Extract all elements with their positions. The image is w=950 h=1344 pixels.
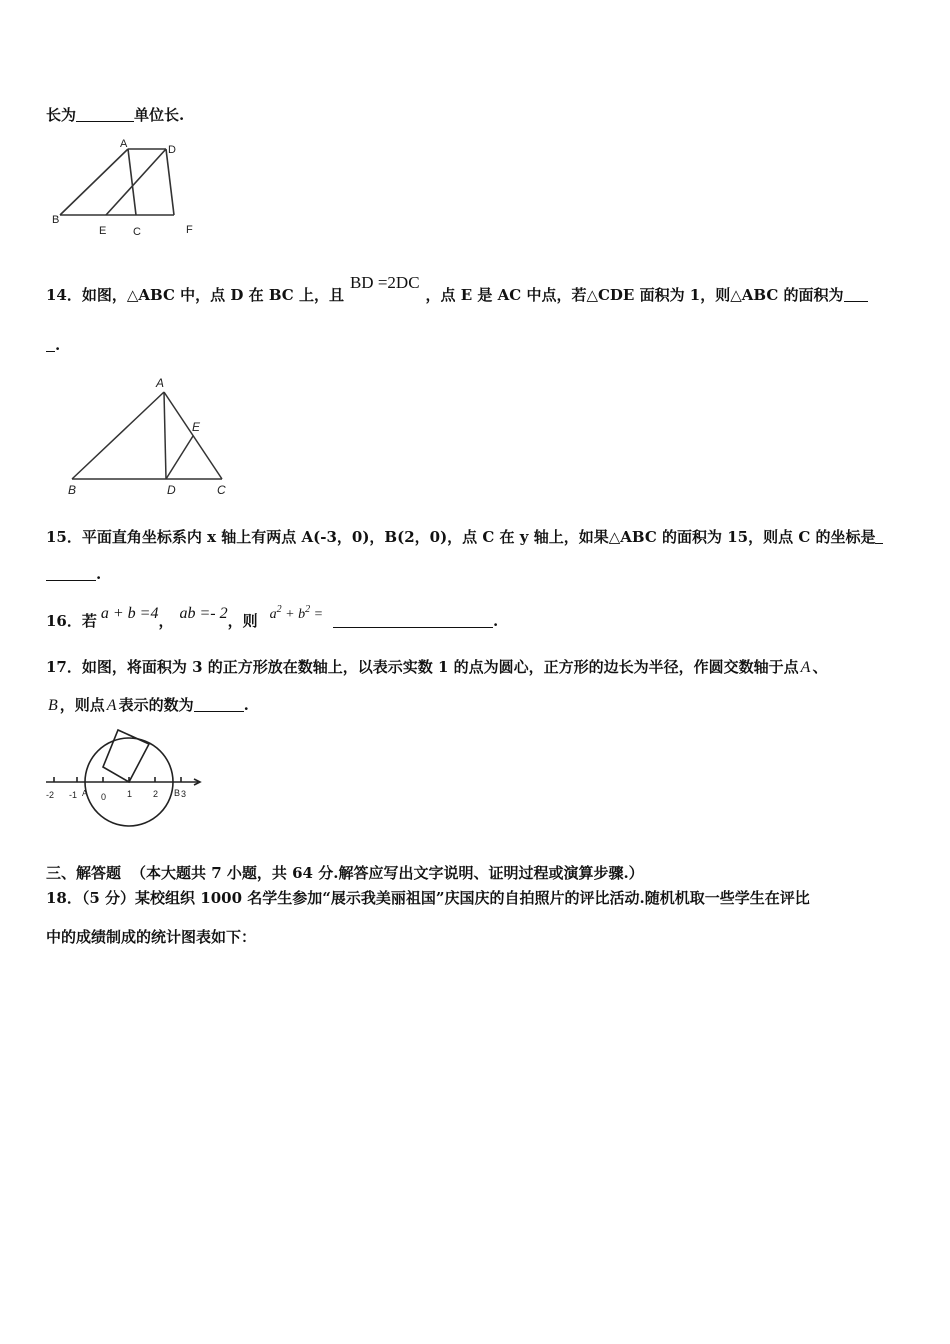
q14-tail: .	[55, 336, 61, 354]
fig17-tick-a: A	[82, 789, 88, 798]
q16-f3-exp: 2	[276, 604, 282, 615]
answer-blank	[194, 697, 244, 712]
fig17-tick-m1: -1	[69, 790, 78, 800]
q14-continuation	[46, 336, 60, 354]
figure-17	[40, 725, 210, 830]
q16-f3-exp2: 2	[305, 604, 311, 615]
answer-blank	[875, 529, 883, 544]
fig17-tick-2: 2	[153, 789, 159, 799]
fig14-label-c: C	[217, 483, 226, 497]
q17-text-a: 17．如图，将面积为 3 的正方形放在数轴上，以表示实数 1 的点为圆心，正方形的边长为半径，作圆交数轴于点	[46, 658, 799, 676]
fig17-tick-1: 1	[127, 789, 133, 799]
q16-f3-plus: + b	[281, 607, 306, 622]
fig17-tick-0: 0	[101, 792, 107, 802]
fig14-label-a: A	[156, 376, 165, 390]
q17-line-2	[46, 694, 249, 715]
fig13-label-c: C	[133, 226, 141, 238]
q15-text: 15．平面直角坐标系内 x 轴上有两点 A(-3，0)，B(2，0)，点 C 在 y 轴上，如果△ABC 的面积为 15，则点 C 的坐标是	[46, 528, 876, 546]
fig17-tick-m2: -2	[46, 790, 55, 800]
q13-suffix: 单位长.	[134, 106, 185, 124]
section-3-title: 三、解答题	[46, 864, 122, 882]
fig14-label-e: E	[192, 420, 201, 434]
q14-text-b: ，点 E 是 AC 中点，若△CDE 面积为 1，则△ABC 的面积为	[425, 286, 844, 304]
q17-point-a: A	[800, 659, 811, 676]
answer-blank	[46, 337, 55, 352]
fig13-label-f: F	[186, 224, 193, 236]
q14-text-a: 14．如图，△ABC 中，点 D 在 BC 上，且	[46, 286, 344, 304]
q16-f3-base: a	[269, 607, 277, 622]
q16-tail: .	[493, 612, 499, 630]
q17-sep: 、	[812, 658, 828, 676]
q14-formula: BD =2DC	[349, 273, 420, 292]
fig14-label-b: B	[68, 483, 77, 497]
question-14	[46, 273, 868, 305]
q18-line-2: 中的成绩制成的统计图表如下：	[46, 928, 257, 946]
q15-continuation	[46, 565, 101, 583]
q15-tail: .	[96, 565, 102, 583]
answer-blank	[76, 107, 134, 122]
q17-point-a2: A	[106, 697, 117, 714]
q16-sep-1: ，	[158, 612, 174, 630]
question-17	[46, 656, 827, 677]
q13-prefix: 长为	[46, 106, 77, 124]
q16-formula-1: a + b =4	[100, 605, 159, 622]
q16-num: 16．若	[46, 612, 97, 630]
question-15	[46, 526, 883, 547]
fig13-label-e: E	[99, 225, 107, 237]
figure-13	[40, 135, 210, 240]
q17-tail: .	[243, 696, 249, 714]
section-3-note: （本大题共 7 小题，共 64 分.解答应写出文字说明、证明过程或演算步骤.）	[131, 864, 644, 882]
answer-blank	[844, 287, 868, 302]
fig13-label-a: A	[120, 138, 128, 150]
section-3-header	[46, 862, 644, 883]
q17-text-b: ，则点	[59, 696, 105, 714]
fig14-label-d: D	[167, 483, 176, 497]
q16-sep-2: ，则	[227, 612, 258, 630]
q16-formula-2: ab =- 2	[179, 605, 228, 622]
q16-formula-3	[269, 604, 324, 622]
question-16	[46, 604, 499, 631]
q16-f3-eq: =	[310, 607, 324, 622]
fig13-label-d: D	[168, 144, 176, 156]
figure-14	[60, 372, 240, 502]
fig17-tick-b: B	[174, 788, 181, 798]
q17-point-b: B	[48, 697, 58, 714]
q18-line-1: 18．（5 分）某校组织 1000 名学生参加“展示我美丽祖国”庆国庆的自拍照片的评比活动.随机机取一些学生在评比	[46, 889, 810, 907]
answer-blank	[333, 613, 493, 628]
fig17-tick-3: 3	[181, 789, 187, 799]
answer-blank	[46, 566, 96, 581]
fig13-label-b: B	[52, 214, 60, 226]
q13-tail	[46, 104, 184, 125]
q17-text-c: 表示的数为	[118, 696, 194, 714]
